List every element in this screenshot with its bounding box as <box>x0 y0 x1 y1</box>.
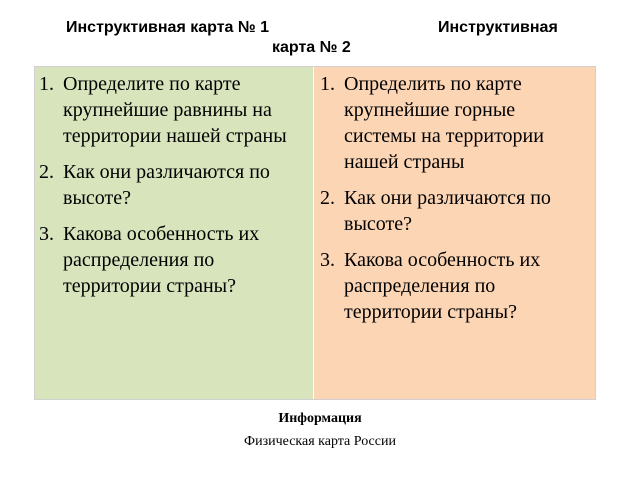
list-item-text: Как они различаются по высоте? <box>63 161 270 209</box>
instruction-card-1 <box>35 67 314 399</box>
list-item-text: Как они различаются по высоте? <box>344 187 551 235</box>
list-item-text: Определить по карте крупнейшие горные системы на территории нашей страны <box>344 73 544 173</box>
list-item-number: 1. <box>320 73 335 95</box>
list-item-text: Какова особенность их распределения по территории страны? <box>344 249 541 323</box>
info-subtitle: Физическая карта России <box>244 434 396 449</box>
info-heading: Информация <box>278 411 362 426</box>
list-item <box>320 185 587 237</box>
card1-list <box>39 71 305 299</box>
list-item <box>39 221 305 299</box>
list-item-number: 3. <box>320 249 335 271</box>
card2-title-line1: Инструктивная <box>438 19 558 36</box>
instruction-table <box>34 66 596 400</box>
card2-list <box>320 71 587 325</box>
list-item <box>320 71 587 175</box>
instruction-card-2 <box>314 67 595 399</box>
list-item <box>39 71 305 149</box>
card2-title-line2: карта № 2 <box>272 39 351 56</box>
card1-title: Инструктивная карта № 1 <box>66 19 270 36</box>
list-item <box>320 247 587 325</box>
list-item-text: Какова особенность их распределения по территории страны? <box>63 223 260 297</box>
list-item-text: Определите по карте крупнейшие равнины на территории нашей страны <box>63 73 287 147</box>
list-item-number: 2. <box>39 161 54 183</box>
list-item-number: 2. <box>320 187 335 209</box>
list-item-number: 1. <box>39 73 54 95</box>
header <box>0 0 640 70</box>
list-item <box>39 159 305 211</box>
list-item-number: 3. <box>39 223 54 245</box>
